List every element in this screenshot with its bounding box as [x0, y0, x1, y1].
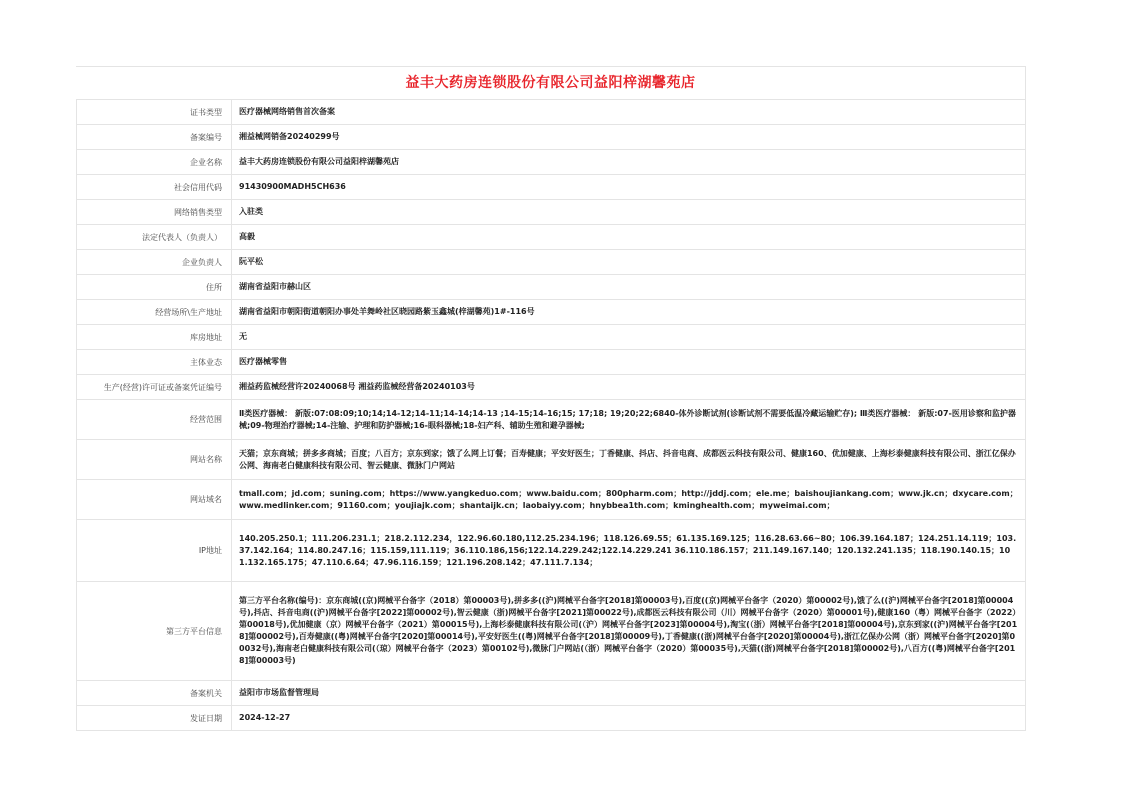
table-row: [77, 400, 1026, 440]
field-label: 备案机关: [77, 681, 232, 706]
table-row: [77, 275, 1026, 300]
field-value: 益阳市市场监督管理局: [232, 681, 1026, 706]
field-value: 2024-12-27: [232, 706, 1026, 731]
table-row: [77, 480, 1026, 520]
field-label: 备案编号: [77, 125, 232, 150]
field-label: 住所: [77, 275, 232, 300]
field-label: 网站名称: [77, 440, 232, 480]
field-label: 发证日期: [77, 706, 232, 731]
field-value: Ⅱ类医疗器械： 新版:07:08:09;10;14;14-12;14-11;14-14;14-13 ;14-15;14-16;15; 17;18; 19;20;22;6840-体外诊断试剂(诊断试剂不需要低温冷藏运输贮存); Ⅲ类医疗器械： 新版:07-医用诊察和监护器械;09-物理治疗器械;14-注输、护理和防护器械;16-眼科器械;18-妇产科、辅助生殖和避孕器械;: [232, 400, 1026, 440]
field-value: 高毅: [232, 225, 1026, 250]
table-row: [77, 175, 1026, 200]
field-label: 第三方平台信息: [77, 582, 232, 681]
record-sheet: [76, 66, 1026, 731]
field-label: IP地址: [77, 520, 232, 582]
table-row: [77, 440, 1026, 480]
field-label: 网站域名: [77, 480, 232, 520]
field-value: 医疗器械网络销售首次备案: [232, 100, 1026, 125]
field-value: 湖南省益阳市朝阳街道朝阳办事处羊舞岭社区晓园路紫玉鑫城(梓湖馨苑)1#-116号: [232, 300, 1026, 325]
table-row: [77, 200, 1026, 225]
field-label: 经营场所\生产地址: [77, 300, 232, 325]
table-row: [77, 125, 1026, 150]
field-value: 湘益械网销备20240299号: [232, 125, 1026, 150]
field-label: 企业名称: [77, 150, 232, 175]
table-row: [77, 300, 1026, 325]
field-value: 第三方平台名称(编号)：京东商城((京)网械平台备字（2018）第00003号),拼多多((沪)网械平台备字[2018]第00003号),百度((京)网械平台备字（2020）第00002号),饿了么((沪)网械平台备字[2018]第00004号),抖店、抖音电商((沪)网械平台备字[2022]第00002号),智云健康（浙)网械平台备字[2021]第00022号),成都医云科技有限公司（川）网械平台备字（2020）第00001号),健康160（粤）网械平台备字（2022）第00018号),优加健康（京）网械平台备字（2021）第00015号),上海杉泰健康科技有限公司(（沪）网械平台备字[2023]第00004号),淘宝(（浙）网械平台备字[2018]第00004号),京东到家((沪)网械平台备字[2018]第00002号),百寿健康((粤)网械平台备字[2020]第00014号),平安好医生((粤)网械平台备字[2018]第00009号),丁香健康((浙)网械平台备字[2020]第00004号),浙江亿保办公网（浙）网械平台备字[2020]第00032号),海南老白健康科技有限公司(（琼）网械平台备字（2023）第00102号),微脉门户网站(（浙）网械平台备字（2020）第00035号),天猫((浙)网械平台备字[2018]第00002号),八百方((粤)网械平台备字[2018]第00003号): [232, 582, 1026, 681]
record-table: [76, 99, 1026, 731]
table-row: [77, 681, 1026, 706]
table-row: [77, 150, 1026, 175]
field-label: 主体业态: [77, 350, 232, 375]
field-value: 入驻类: [232, 200, 1026, 225]
field-value: 益丰大药房连锁股份有限公司益阳梓湖馨苑店: [232, 150, 1026, 175]
field-label: 经营范围: [77, 400, 232, 440]
field-value: 天猫；京东商城；拼多多商城；百度；八百方；京东到家；饿了么网上订餐；百寿健康；平安好医生；丁香健康、抖店、抖音电商、成都医云科技有限公司、健康160、优加健康、上海杉泰健康科技有限公司、浙江亿保办公网、海南老白健康科技有限公司、智云健康、微脉门户网站: [232, 440, 1026, 480]
table-row: [77, 582, 1026, 681]
table-row: [77, 706, 1026, 731]
field-label: 企业负责人: [77, 250, 232, 275]
field-value: 医疗器械零售: [232, 350, 1026, 375]
field-label: 证书类型: [77, 100, 232, 125]
page-title: 益丰大药房连锁股份有限公司益阳梓湖馨苑店: [76, 66, 1026, 99]
field-value: 140.205.250.1；111.206.231.1；218.2.112.234，122.96.60.180,112.25.234.196；118.126.69.55；61.135.169.125；116.28.63.66~80；106.39.164.187；124.251.14.119；103.37.142.164；114.80.247.16；115.159,111.119；36.110.186,156;122.14.229.242;122.14.229.241 36.110.186.157；211.149.167.140；120.132.241.135；118.190.140.15；101.132.165.175；47.110.6.64；47.96.116.159；121.196.208.142；47.111.7.134；: [232, 520, 1026, 582]
field-value: 阮平松: [232, 250, 1026, 275]
field-value: tmall.com；jd.com；suning.com；https://www.yangkeduo.com；www.baidu.com；800pharm.com；http://jddj.com；ele.me；baishoujiankang.com；www.jk.cn；dxycare.com；www.medlinker.com；91160.com；youjiajk.com；shantaijk.cn；laobaiyy.com；hnybbea1th.com；kminghealth.com；myweimai.com；: [232, 480, 1026, 520]
table-row: [77, 325, 1026, 350]
field-label: 库房地址: [77, 325, 232, 350]
field-value: 91430900MADH5CH636: [232, 175, 1026, 200]
table-row: [77, 520, 1026, 582]
field-label: 社会信用代码: [77, 175, 232, 200]
table-row: [77, 100, 1026, 125]
table-row: [77, 225, 1026, 250]
field-label: 生产(经营)许可证或备案凭证编号: [77, 375, 232, 400]
field-label: 法定代表人（负责人）: [77, 225, 232, 250]
table-row: [77, 375, 1026, 400]
field-value: 湘益药监械经营许20240068号 湘益药监械经营备20240103号: [232, 375, 1026, 400]
table-row: [77, 350, 1026, 375]
field-value: 无: [232, 325, 1026, 350]
field-value: 湖南省益阳市赫山区: [232, 275, 1026, 300]
field-label: 网络销售类型: [77, 200, 232, 225]
table-row: [77, 250, 1026, 275]
